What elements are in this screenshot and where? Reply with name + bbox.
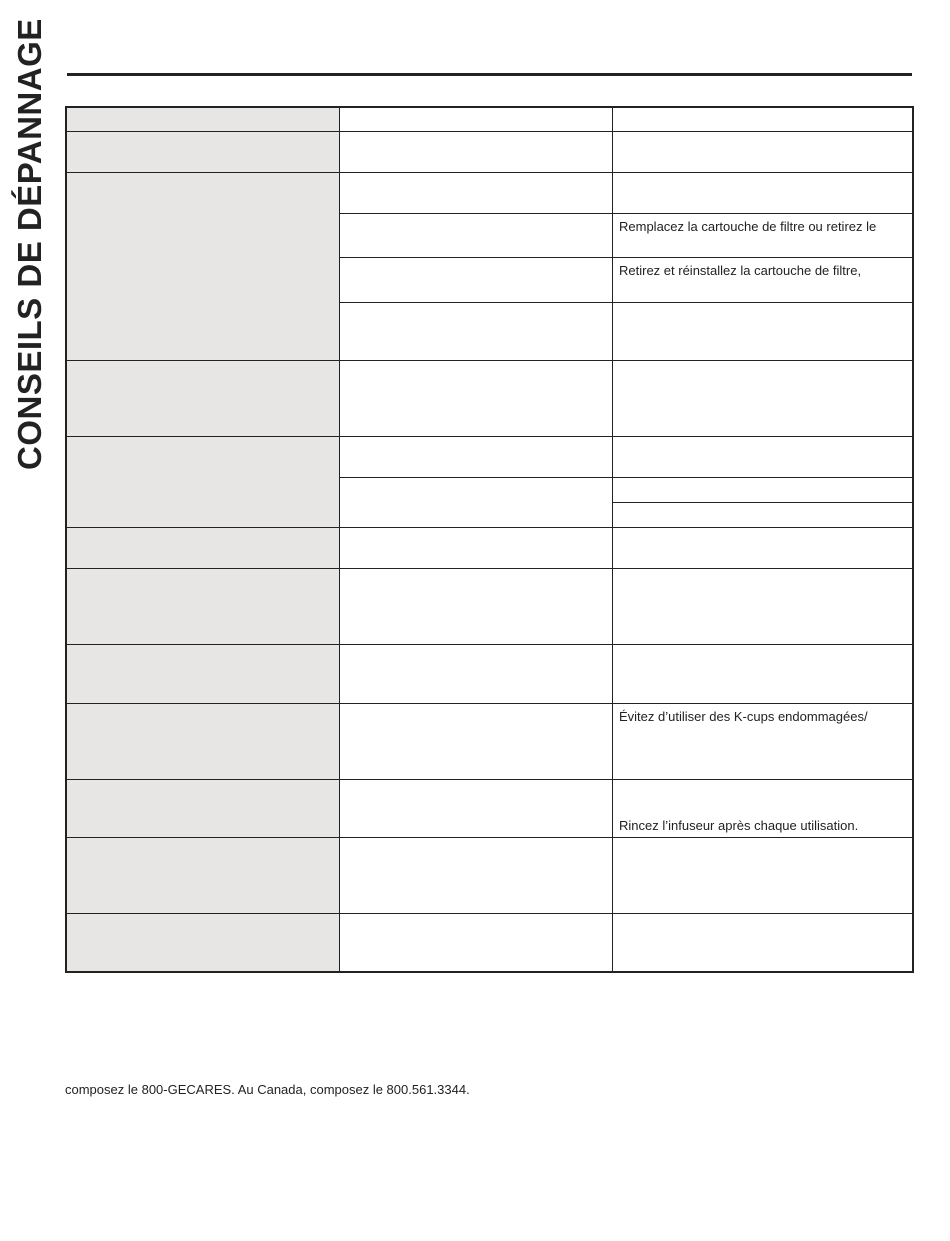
cause-cell: [339, 703, 613, 780]
footer-contact-text: composez le 800-GECARES. Au Canada, composez le 800.561.3344.: [65, 1082, 470, 1097]
header-rule: [67, 73, 912, 76]
cause-cell: [339, 644, 613, 704]
cause-cell: [339, 527, 613, 569]
solution-cell: [612, 502, 914, 528]
solution-cell: [612, 257, 914, 303]
problem-cell: [65, 106, 340, 132]
solution-cell: [612, 436, 914, 478]
solution-cell: [612, 477, 914, 503]
solution-cell: [612, 302, 914, 361]
solution-cell: [612, 703, 914, 780]
solution-cell: [612, 837, 914, 914]
problem-cell: [65, 172, 340, 361]
cause-cell: [339, 302, 613, 361]
solution-cell: [612, 779, 914, 838]
solution-cell: [612, 913, 914, 973]
problem-cell: [65, 568, 340, 645]
cause-cell: [339, 172, 613, 214]
cause-cell: [339, 477, 613, 528]
page-side-title: CONSEILS DE DÉPANNAGE: [11, 18, 48, 470]
cause-cell: [339, 913, 613, 973]
solution-text: Rincez l’infuseur après chaque utilisation.: [619, 818, 859, 833]
problem-cell: [65, 644, 340, 704]
solution-cell: [612, 527, 914, 569]
problem-cell: [65, 837, 340, 914]
solution-text: Remplacez la cartouche de filtre ou retirez le: [619, 219, 877, 234]
cause-cell: [339, 837, 613, 914]
troubleshooting-table: [65, 106, 914, 973]
solution-cell: [612, 213, 914, 258]
cause-cell: [339, 213, 613, 258]
solution-text: Évitez d’utiliser des K-cups endommagées/: [619, 709, 868, 724]
cause-cell: [339, 257, 613, 303]
solution-text: Retirez et réinstallez la cartouche de filtre,: [619, 263, 862, 278]
cause-cell: [339, 131, 613, 173]
cause-cell: [339, 779, 613, 838]
problem-cell: [65, 131, 340, 173]
cause-cell: [339, 360, 613, 437]
cause-cell: [339, 568, 613, 645]
problem-cell: [65, 527, 340, 569]
solution-cell: [612, 568, 914, 645]
solution-cell: [612, 131, 914, 173]
solution-cell: [612, 360, 914, 437]
cause-cell: [339, 106, 613, 132]
cause-cell: [339, 436, 613, 478]
problem-cell: [65, 779, 340, 838]
solution-cell: [612, 172, 914, 214]
problem-cell: [65, 913, 340, 973]
solution-cell: [612, 106, 914, 132]
problem-cell: [65, 703, 340, 780]
problem-cell: [65, 360, 340, 437]
problem-cell: [65, 436, 340, 528]
solution-cell: [612, 644, 914, 704]
